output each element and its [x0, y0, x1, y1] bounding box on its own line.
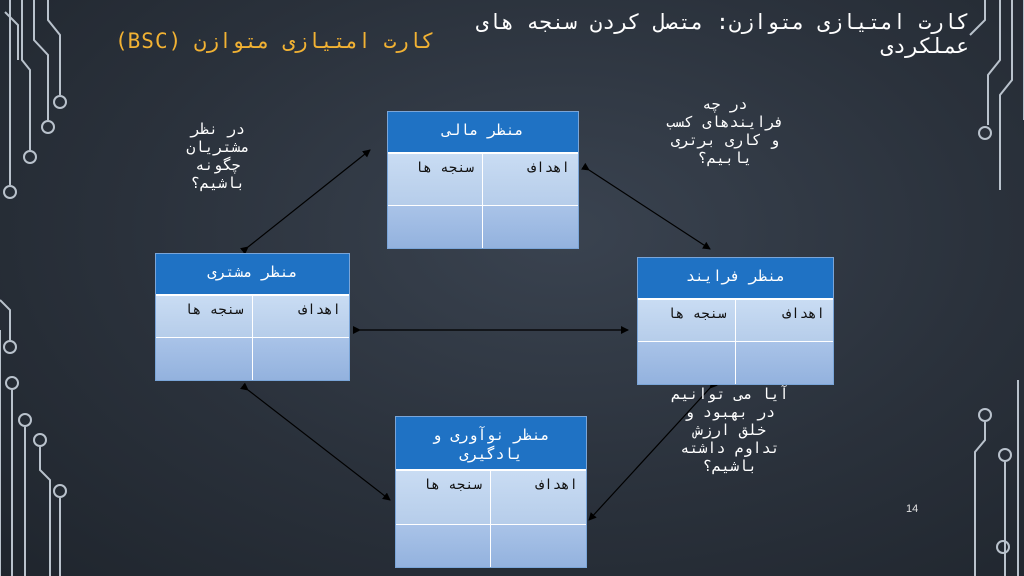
learning-measures-header: سنجه ها: [396, 471, 491, 525]
customer-goals-cell: [253, 338, 350, 380]
process-measures-cell: [638, 342, 736, 384]
customer-perspective-title: منظر مشتری: [156, 254, 349, 296]
learning-goals-cell: [491, 525, 586, 567]
financial-perspective-table: [387, 111, 579, 249]
financial-perspective-title: منظر مالی: [388, 112, 578, 154]
question-learning: آیا می توانیم در بهبود و خلق ارزش تداوم داشته باشیم؟: [671, 385, 789, 475]
customer-goals-header: اهداف: [253, 296, 350, 338]
process-measures-header: سنجه ها: [638, 300, 736, 342]
learning-perspective-table: [395, 416, 587, 568]
question-process: در چه فرایندهای کسب و کاری برتری یابیم؟: [666, 95, 784, 167]
learning-perspective-title: منظر نوآوری و یادگیری: [396, 417, 586, 471]
financial-measures-header: سنجه ها: [388, 154, 483, 206]
customer-perspective-table: [155, 253, 350, 381]
process-perspective-title: منظر فرایند: [638, 258, 833, 300]
question-customer: در نظر مشتریان چگونه باشیم؟: [186, 120, 250, 192]
learning-measures-cell: [396, 525, 491, 567]
slide-subtitle: کارت امتیازی متوازن (BSC): [115, 29, 435, 53]
process-goals-header: اهداف: [736, 300, 834, 342]
customer-measures-cell: [156, 338, 253, 380]
page-number: 14: [906, 503, 919, 515]
learning-goals-header: اهداف: [491, 471, 586, 525]
financial-measures-cell: [388, 206, 483, 248]
slide-title: کارت امتیازی متوازن: متصل کردن سنجه های عملکردی: [475, 10, 969, 58]
financial-goals-header: اهداف: [483, 154, 578, 206]
process-perspective-table: [637, 257, 834, 385]
customer-measures-header: سنجه ها: [156, 296, 253, 338]
process-goals-cell: [736, 342, 834, 384]
financial-goals-cell: [483, 206, 578, 248]
